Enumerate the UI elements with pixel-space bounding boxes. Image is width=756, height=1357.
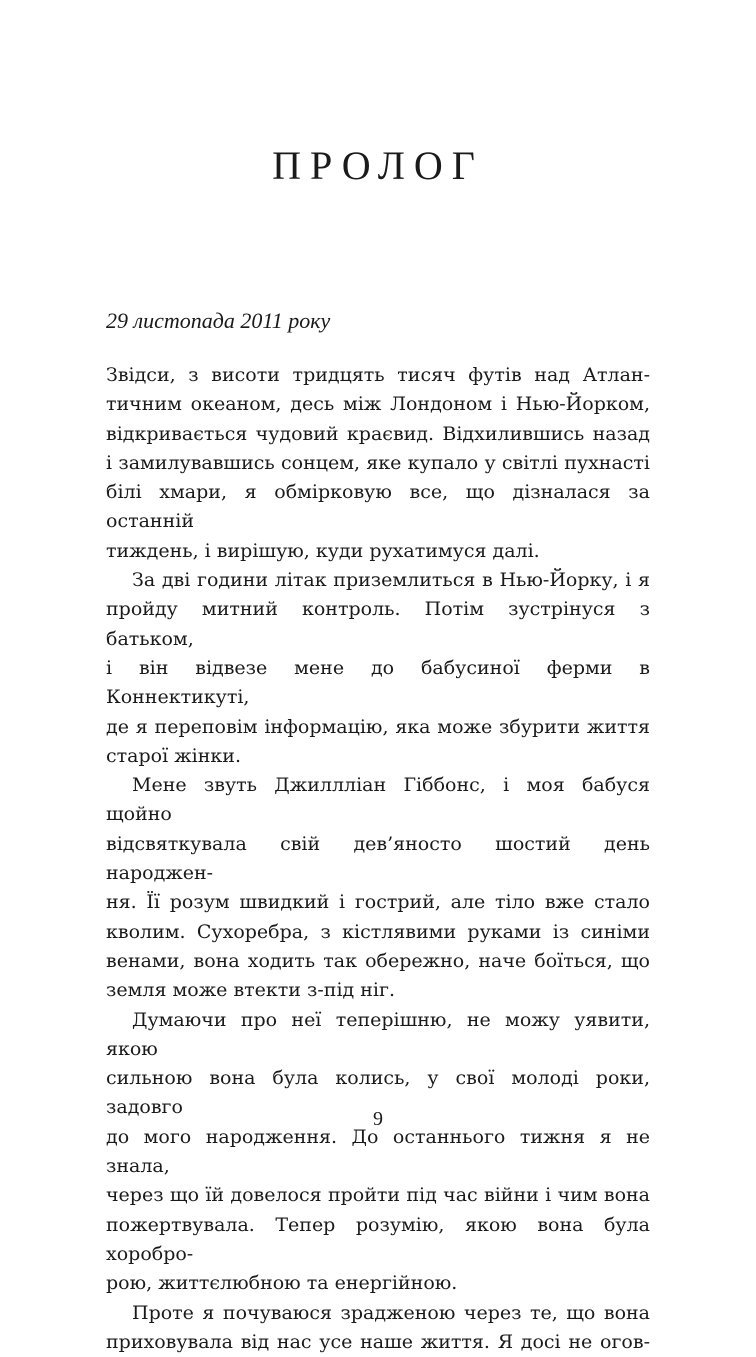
text-line: За дві години літак приземлиться в Нью-Йорку, і я <box>132 569 650 592</box>
text-line: Звідси, з висоти тридцять тисяч футів над Атлан- <box>106 364 650 386</box>
text-line: пройду митний контроль. Потім зустрінуся з батьком, <box>106 598 650 650</box>
text-line: тичним океаном, десь між Лондоном і Нью-Йорком, <box>106 393 650 416</box>
text-line: рою, життєлюбною та енергійною. <box>106 1272 458 1295</box>
text-line: білі хмари, я обмірковую все, що дізналася за останній <box>106 481 650 533</box>
text-line: пожертвувала. Тепер розумію, якою вона була хоробро- <box>106 1213 650 1265</box>
text-line: відкривається чудовий краєвид. Відхилившись назад <box>106 422 650 445</box>
text-line: ня. Її розум швидкий і гострий, але тіло вже стало <box>106 891 650 914</box>
text-line: венами, вона ходить так обережно, наче боїться, що <box>106 949 650 972</box>
text-line: земля може втекти з-під ніг. <box>106 979 395 1002</box>
text-line: відсвяткувала свій дев’яносто шостий день народжен- <box>106 832 650 885</box>
text-line: Проте я почуваюся зрадженою через те, що вона <box>132 1301 650 1324</box>
text-line: і він відвезе мене до бабусиної ферми в Коннектикуті, <box>106 656 650 709</box>
text-line: де я переповім інформацію, яка може збурити життя <box>106 715 650 738</box>
text-line: сильною вона була колись, у свої молоді роки, задовго <box>106 1067 650 1119</box>
text-line: приховувала від нас усе наше життя. Я досі не огов- <box>106 1330 650 1353</box>
body-text <box>106 361 650 1357</box>
date-line: 29 листопада 2011 року <box>106 308 331 333</box>
text-line: кволим. Сухоребра, з кістлявими руками із синіми <box>106 920 650 943</box>
text-line: Мене звуть Джиллліан Гіббонс, і моя бабуся щойно <box>106 774 650 826</box>
text-line: Думаючи про неї теперішню, не можу уявити, якою <box>106 1008 650 1060</box>
text-line: до мого народження. До останнього тижня я не знала, <box>106 1125 650 1178</box>
text-line: старої жінки. <box>106 744 241 767</box>
chapter-title: ПРОЛОГ <box>272 143 484 188</box>
page-number: 9 <box>373 1108 383 1130</box>
text-line: через що їй довелося пройти під час війни і чим вона <box>106 1184 650 1207</box>
text-line: тиждень, і вирішую, куди рухатимуся далі. <box>106 539 540 562</box>
text-line: і замилувавшись сонцем, яке купало у світлі пухнасті <box>106 451 650 474</box>
